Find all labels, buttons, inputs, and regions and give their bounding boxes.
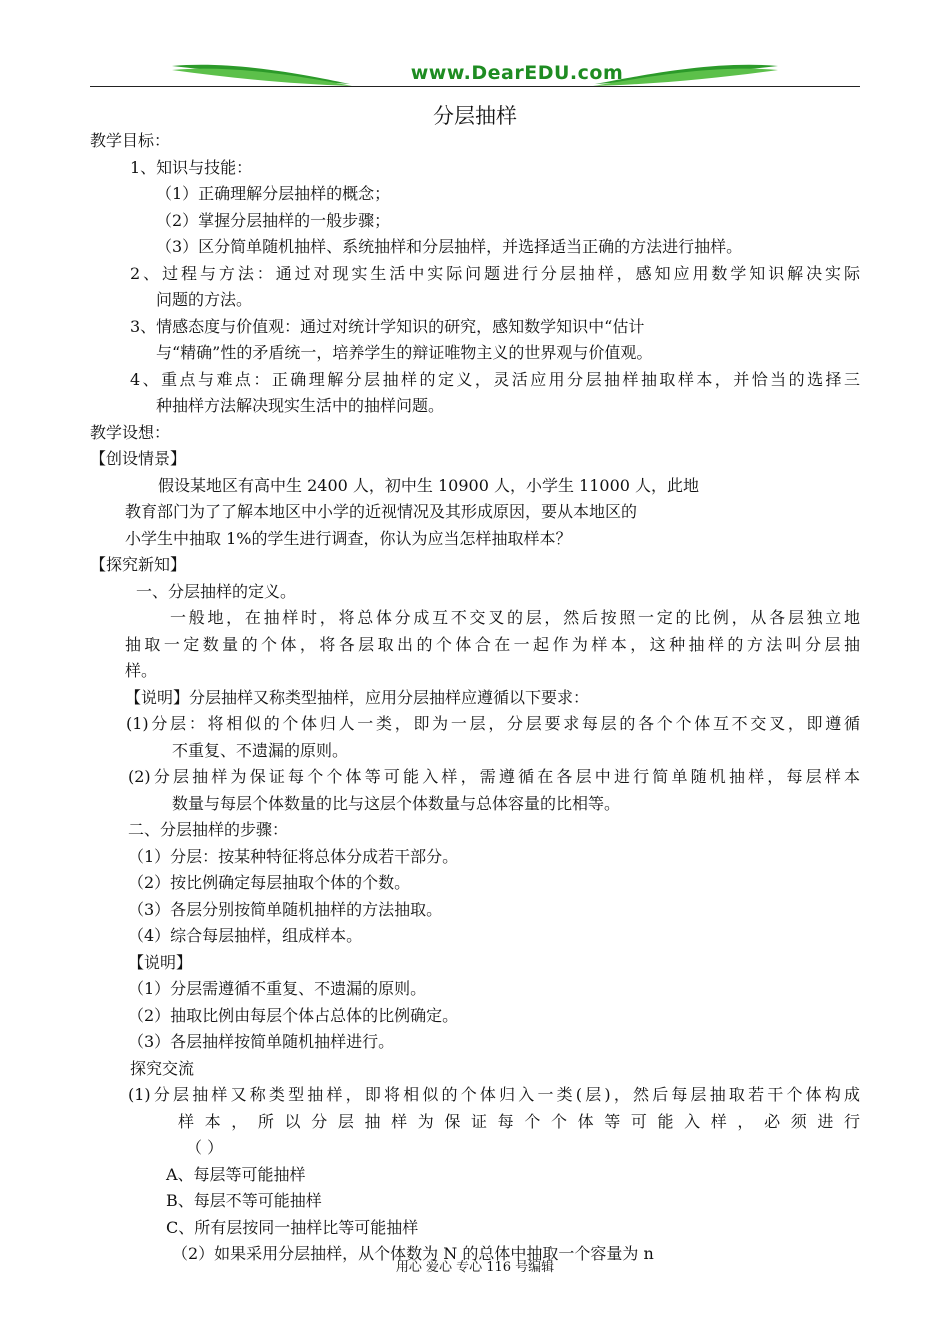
text-line: 小学生中抽取 1%的学生进行调查，你认为应当怎样抽取样本？: [125, 528, 572, 548]
text-line: 数量与每层个体数量的比与这层个体数量与总体容量的比相等。: [172, 793, 621, 813]
text-line: 教育部门为了了解本地区中小学的近视情况及其形成原因，要从本地区的: [125, 502, 638, 521]
header-divider: [90, 86, 860, 87]
text-line: （2）按比例确定每层抽取个体的个数。: [128, 873, 411, 892]
text-line: 样 本 ， 所 以 分 层 抽 样 为 保 证 每 个 个 体 等 可 能 入 样 ， 必 须 进 行: [178, 1111, 860, 1131]
text-line: 2、过程与方法：通过对现实生活中实际问题进行分层抽样，感知应用数学知识解决实际: [130, 263, 860, 283]
text-line: 与“精确”性的矛盾统一，培养学生的辩证唯物主义的世界观与价值观。: [156, 343, 653, 362]
text-line: (1)分层：将相似的个体归人一类，即为一层，分层要求每层的各个个体互不交叉，即遵循: [126, 714, 860, 733]
text-line: 抽取一定数量的个体，将各层取出的个体合在一起作为样本，这种抽样的方法叫分层抽: [125, 634, 860, 654]
text-line: （1）分层需遵循不重复、不遗漏的原则。: [128, 979, 427, 998]
page-footer: 用心 爱心 专心 116 号编辑: [395, 1260, 555, 1275]
text-line: （2）如果采用分层抽样，从个体数为 N 的总体中抽取一个容量为 n: [172, 1244, 654, 1263]
text-line: 【探究新知】: [90, 555, 187, 574]
text-line: 【说明】: [128, 952, 193, 972]
text-line: 【创设情景】: [90, 449, 187, 468]
text-line: （3）各层分别按简单随机抽样的方法抽取。: [128, 899, 443, 919]
document-body: [90, 128, 860, 1268]
text-line: 不重复、不遗漏的原则。: [172, 740, 349, 760]
text-line: 探究交流: [130, 1058, 195, 1078]
site-header: [90, 58, 860, 94]
text-line: (2)分层抽样为保证每个个体等可能入样，需遵循在各层中进行简单随机抽样，每层样本: [128, 767, 860, 786]
text-line: （1）分层：按某种特征将总体分成若干部分。: [128, 846, 459, 866]
text-line: （2）抽取比例由每层个体占总体的比例确定。: [128, 1005, 459, 1025]
text-line: A、每层等可能抽样: [166, 1164, 306, 1184]
text-line: 1、知识与技能：: [130, 157, 253, 177]
text-line: （2）掌握分层抽样的一般步骤；: [156, 210, 391, 230]
text-line: 样。: [125, 661, 158, 680]
text-line: 【说明】分层抽样又称类型抽样，应用分层抽样应遵循以下要求：: [125, 687, 590, 707]
text-line: （3）各层抽样按简单随机抽样进行。: [128, 1032, 395, 1051]
page-title: 分层抽样: [433, 104, 517, 128]
text-line: 二、分层抽样的步骤：: [128, 820, 289, 839]
text-line: C、所有层按同一抽样比等可能抽样: [166, 1217, 419, 1237]
text-line: 一、分层抽样的定义。: [136, 581, 297, 601]
text-line: 4、重点与难点：正确理解分层抽样的定义，灵活应用分层抽样抽取样本，并恰当的选择三: [130, 369, 860, 389]
text-line: 种抽样方法解决现实生活中的抽样问题。: [156, 396, 445, 415]
text-line: 一般地，在抽样时，将总体分成互不交叉的层，然后按照一定的比例，从各层独立地: [170, 608, 860, 627]
text-line: 教学目标：: [90, 131, 171, 150]
site-logo[interactable]: www.DearEDU.com: [410, 62, 624, 84]
text-line: 假设某地区有高中生 2400 人，初中生 10900 人，小学生 11000 人，此地: [158, 475, 700, 495]
text-line: （1）正确理解分层抽样的概念；: [156, 184, 391, 203]
text-line: 问题的方法。: [156, 290, 253, 309]
text-line: （4）综合每层抽样，组成样本。: [128, 926, 363, 945]
text-line: B、每层不等可能抽样: [166, 1191, 322, 1210]
text-line: （ ）: [186, 1138, 224, 1157]
text-line: （3）区分简单随机抽样、系统抽样和分层抽样，并选择适当正确的方法进行抽样。: [156, 237, 743, 256]
text-line: 3、情感态度与价值观：通过对统计学知识的研究，感知数学知识中“估计: [130, 316, 645, 336]
text-line: 教学设想：: [90, 422, 171, 442]
text-line: (1)分层抽样又称类型抽样，即将相似的个体归入一类(层)，然后每层抽取若干个体构成: [128, 1085, 860, 1104]
